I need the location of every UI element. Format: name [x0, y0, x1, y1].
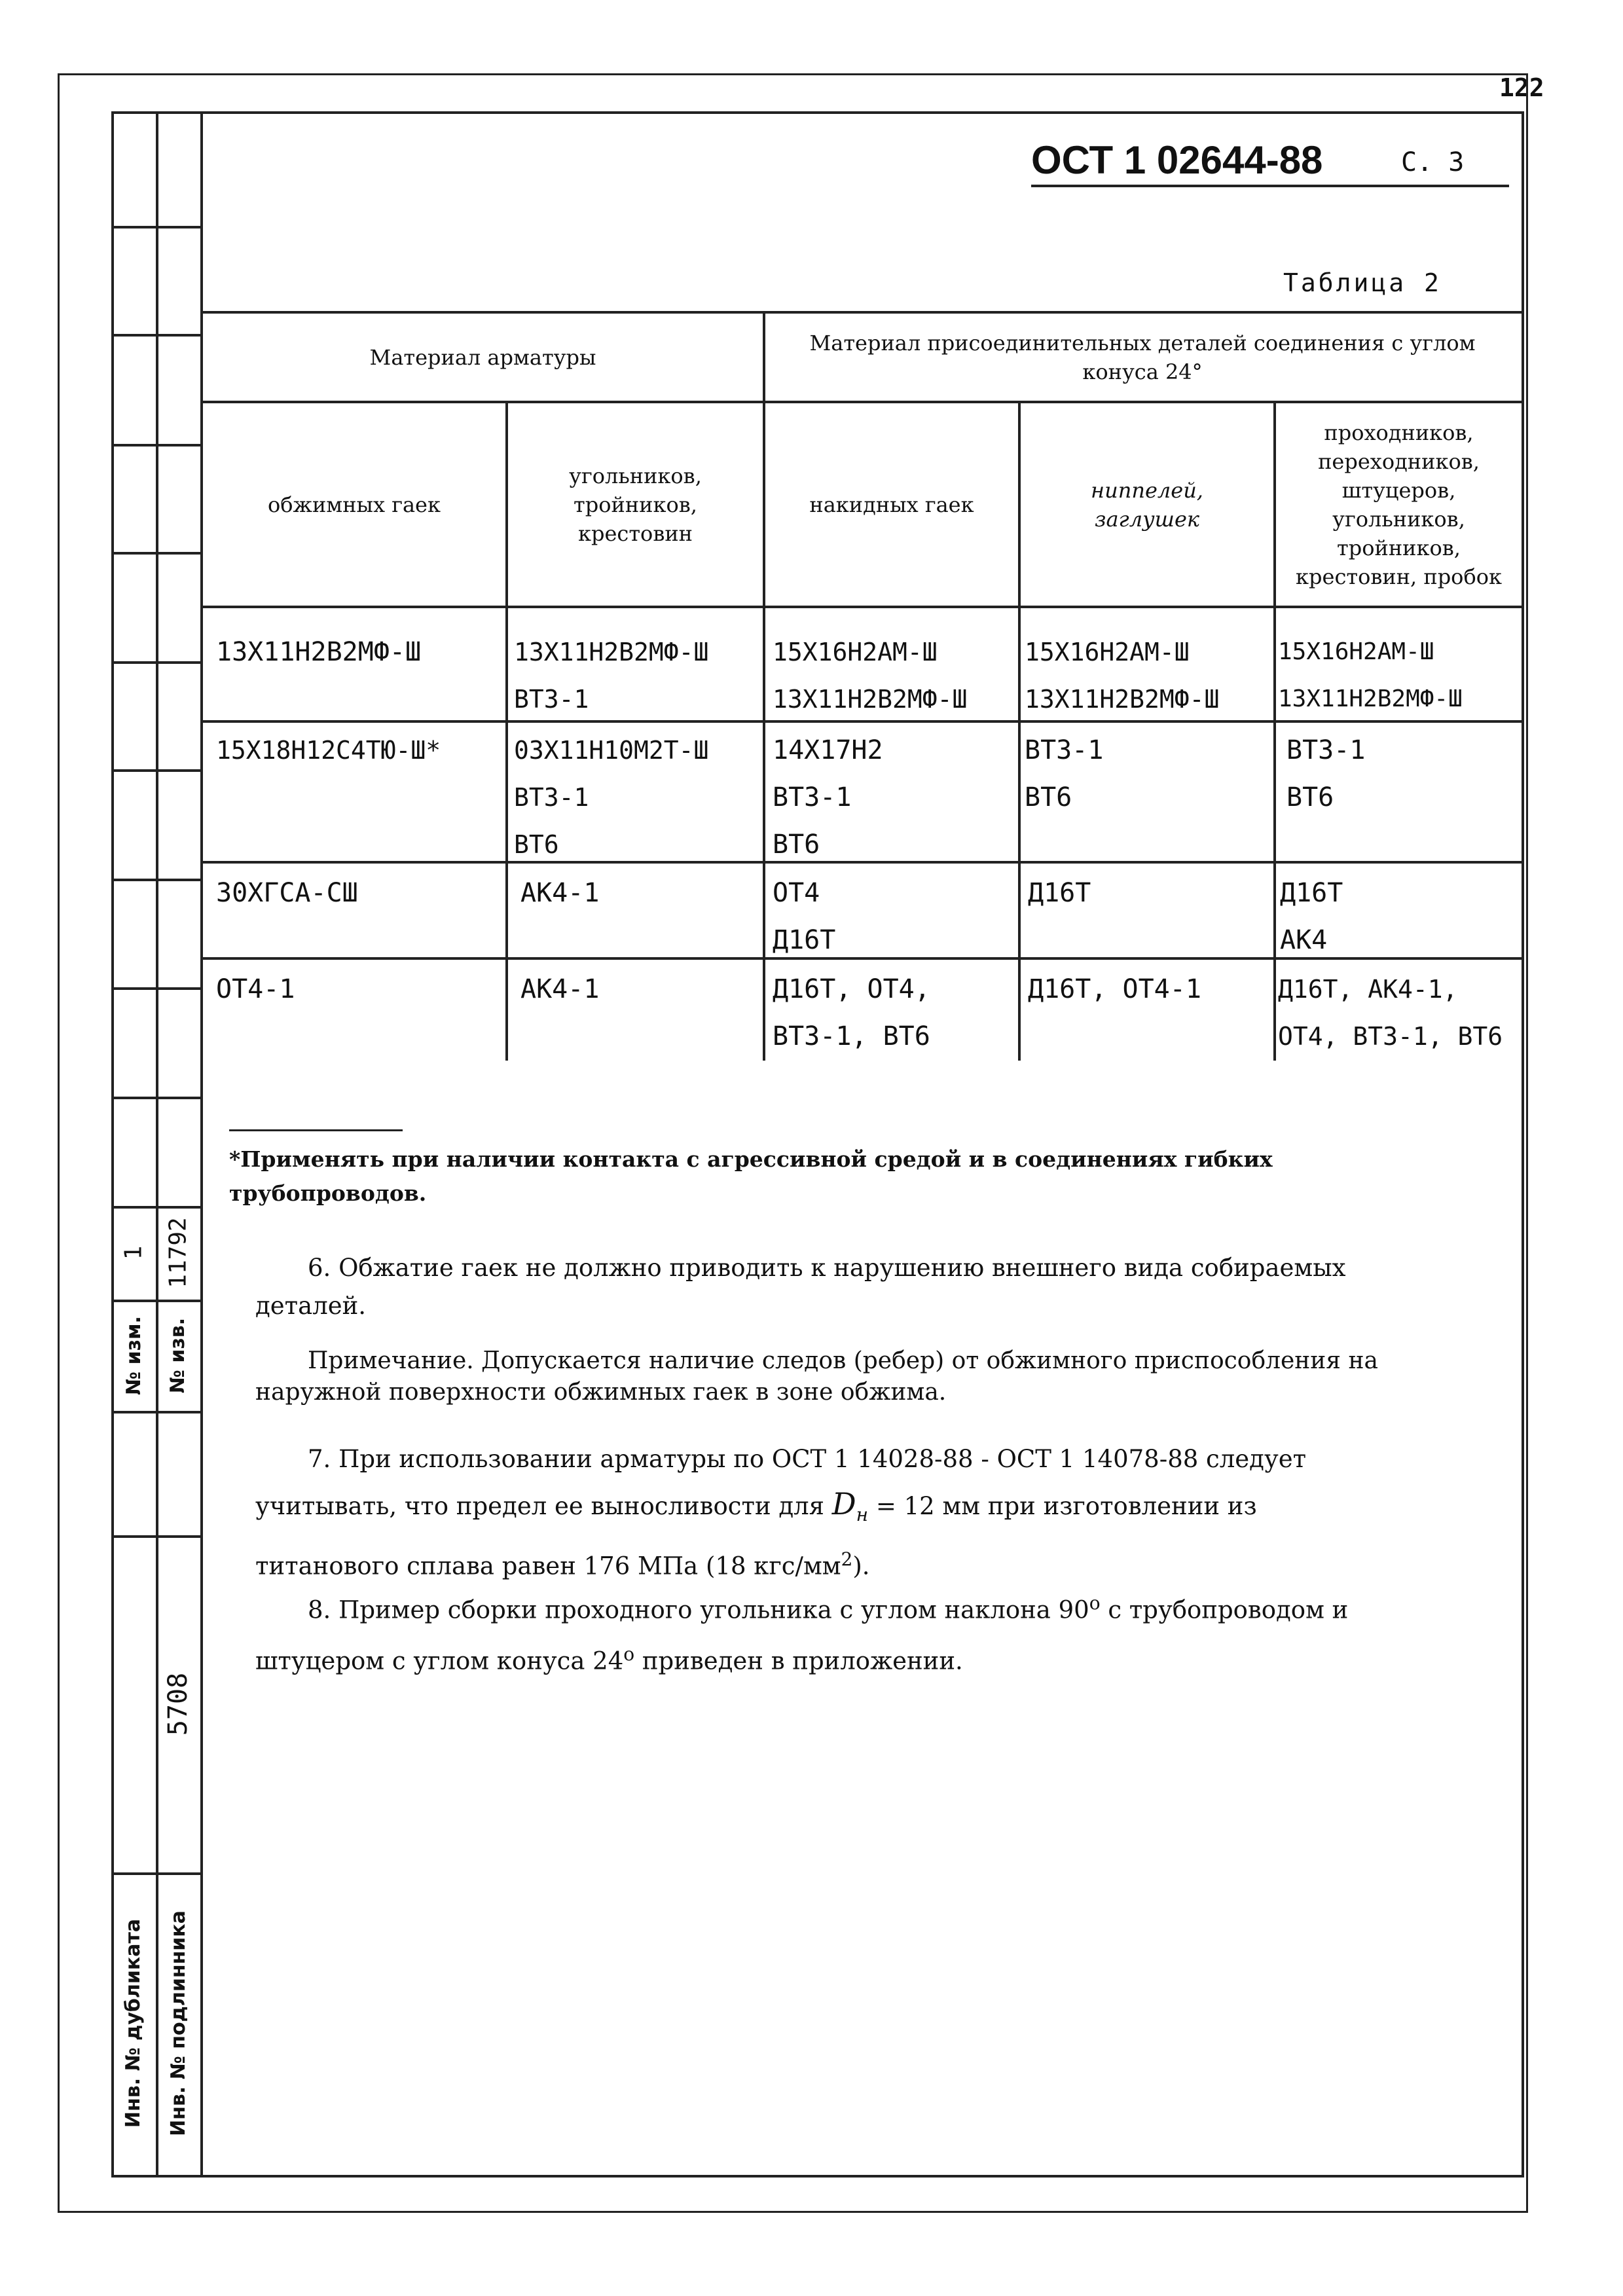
footnote-rule — [229, 1129, 403, 1131]
table-caption: Таблица 2 — [1283, 268, 1442, 297]
doc-code: ОСТ 1 02644-88 — [1031, 138, 1323, 182]
diameter-symbol: $D_н$ — [831, 1486, 869, 1526]
side-tick — [111, 1097, 203, 1099]
table-cell: ОТ4-1 — [216, 974, 295, 1004]
table-cell: 15Х16Н2АМ-Ш 13Х11Н2В2МФ-Ш — [1025, 638, 1220, 714]
note-paragraph: Примечание. Допускается наличие следов (ребер) от обжимного приспособления на наружной поверхности обжимных гаек в зоне обжима. — [255, 1347, 1378, 1406]
table-cell: 30ХГСА-СШ — [216, 878, 358, 908]
table-cell: 14Х17Н2 ВТ3-1 ВТ6 — [773, 735, 883, 860]
side-tick — [111, 769, 203, 772]
footnote: *Применять при наличии контакта с агрессивной средой и в соединениях гибких трубопроводов. — [229, 1146, 1273, 1206]
page-label: С. 3 — [1401, 147, 1465, 177]
paragraph-7: 7. При использовании арматуры по ОСТ 1 14028-88 - ОСТ 1 14078-88 следует учитывать, что предел ее выносливости для $D_н = 12$ мм при изготовлении из титанового сплава равен 176 МПа (18 кгс/$мм^2$). — [255, 1445, 1307, 1580]
dubl-label: Инв. № дубликата — [122, 1918, 145, 2128]
table-cell: Д16Т — [1028, 878, 1091, 908]
paragraph-8: 8. Пример сборки проходного угольника с углом наклона $90^о$ с трубопроводом и штуцером с углом конуса $24^о$ приведен в приложении. — [255, 1592, 1349, 1675]
inv-number: 5708 — [163, 1672, 194, 1736]
side-tick — [111, 552, 203, 555]
side-tick — [111, 1411, 203, 1413]
table-cell: Д16Т АК4 — [1280, 878, 1343, 955]
side-tick — [111, 661, 203, 664]
izm-value: 1 — [120, 1245, 147, 1260]
table-cell: 13Х11Н2В2МФ-Ш — [216, 637, 422, 667]
doc-code-underline — [1031, 185, 1509, 187]
side-tick — [111, 334, 203, 337]
header-group-right: Материал присоединительных деталей соединения с углом конуса 24° — [809, 330, 1476, 384]
table-cell: АК4-1 — [520, 878, 600, 908]
col-header-nakidnyh: накидных гаек — [809, 492, 974, 517]
table-cell: 03Х11Н10М2Т-Ш ВТ3-1 ВТ6 — [514, 736, 709, 859]
izm-label: № изм. — [122, 1315, 145, 1395]
table-cell: 13Х11Н2В2МФ-Ш ВТ3-1 — [514, 638, 709, 714]
table-cell: АК4-1 — [520, 974, 600, 1004]
header-group-left: Материал арматуры — [369, 344, 596, 370]
table-cell: 15Х18Н12С4ТЮ-Ш* — [216, 736, 441, 765]
izv-value: 11792 — [164, 1217, 192, 1288]
side-tick — [111, 987, 203, 990]
col-header-nippelei: ниппелей, заглушек — [1091, 477, 1203, 532]
table-cell: Д16Т, ОТ4-1 — [1028, 974, 1201, 1004]
table-cell: Д16Т, АК4-1, ОТ4, ВТ3-1, ВТ6 — [1278, 975, 1503, 1051]
table-colhead-rule — [200, 606, 1522, 608]
table-cell: Д16Т, ОТ4, ВТ3-1, ВТ6 — [773, 974, 930, 1051]
side-tick — [111, 226, 203, 228]
izv-label: № изв. — [166, 1317, 190, 1393]
col-header-ugolnikov: угольников, тройников, крестовин — [569, 463, 702, 546]
podl-label: Инв. № подлинника — [166, 1910, 190, 2136]
side-tick — [111, 444, 203, 446]
table-cell: ВТ3-1 ВТ6 — [1286, 735, 1366, 812]
col-header-prohodnikov: проходников, переходников, штуцеров, угольников, тройников, крестовин, пробок — [1296, 420, 1502, 589]
table-cell: ВТ3-1 ВТ6 — [1025, 735, 1104, 812]
sheet-number: 122 — [1499, 73, 1544, 102]
paragraph-6: 6. Обжатие гаек не должно приводить к нарушению внешнего вида собираемых деталей. — [255, 1254, 1346, 1320]
table-cell: ОТ4 Д16Т — [773, 878, 836, 955]
col-header-obzhimnyh: обжимных гаек — [268, 492, 441, 517]
table-cell: 15Х16Н2АМ-Ш 13Х11Н2В2МФ-Ш — [1278, 638, 1463, 712]
table-cell: 15Х16Н2АМ-Ш 13Х11Н2В2МФ-Ш — [773, 638, 968, 714]
side-tick — [111, 879, 203, 881]
